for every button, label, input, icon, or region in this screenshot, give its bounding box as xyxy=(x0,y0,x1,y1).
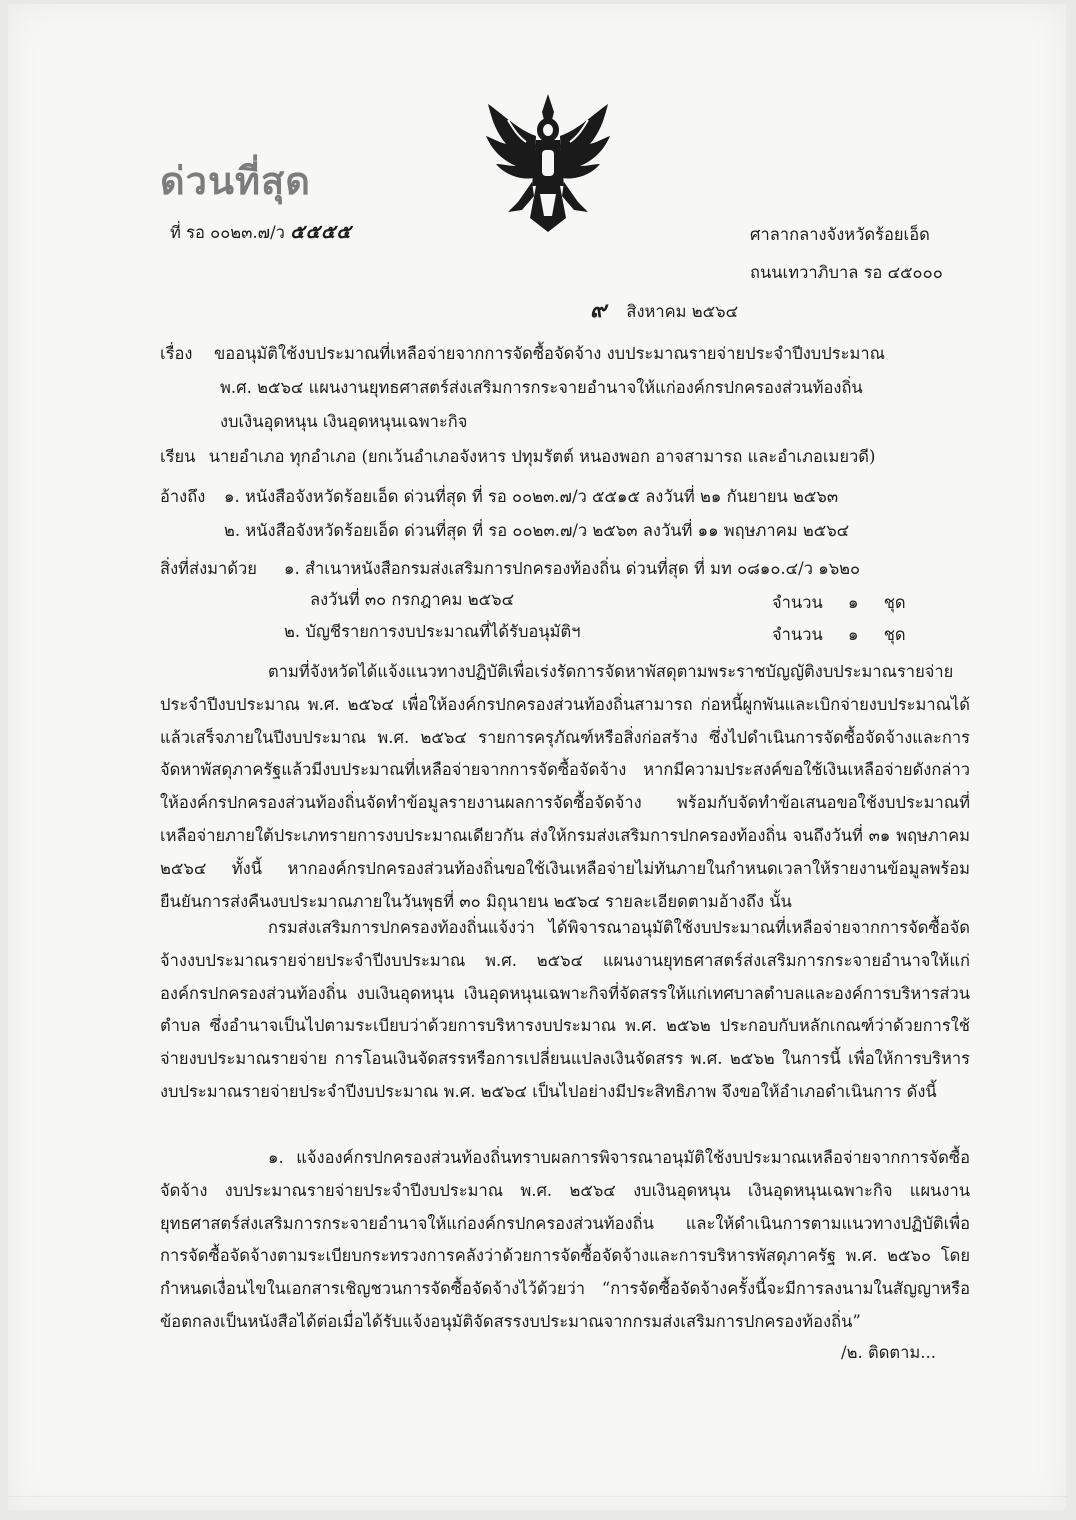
reference-item-2: ๒. หนังสือจังหวัดร้อยเอ็ด ด่วนที่สุด ที่ รอ ๐๐๒๓.๗/ว ๒๕๖๓ ลงวันที่ ๑๑ พฤษภาคม ๒๕๖๔ xyxy=(224,521,850,540)
office-address: ถนนเทวาภิบาล รอ ๔๕๐๐๐ xyxy=(750,263,943,282)
body-paragraph-2-text: กรมส่งเสริมการปกครองท้องถิ่นแจ้งว่า ได้พิจารณาอนุมัติใช้งบประมาณที่เหลือจ่ายจากการจัดซื้อจัดจ้างงบประมาณรายจ่ายประจำปีงบประมาณ พ.ศ. ๒๕๖๔ แผนงานยุทธศาสตร์ส่งเสริมการกระจายอำนาจให้แก่องค์กรปกครองส่วนท้องถิ่น งบเงินอุดหนุน เงินอุดหนุนเฉพาะกิจที่จัดสรรให้แก่เทศบาลตำบลและองค์การบริหารส่วนตำบล ซึ่งอำนาจเป็นไปตามระเบียบว่าด้วยการบริหารงบประมาณ พ.ศ. ๒๕๖๒ ประกอบกับหลักเกณฑ์ว่าด้วยการใช้จ่ายงบประมาณรายจ่าย การโอนเงินจัดสรรหรือการเปลี่ยนแปลงเงินจัดสรร พ.ศ. ๒๕๖๒ ในการนี้ เพื่อให้การบริหารงบประมาณรายจ่ายประจำปีงบประมาณ พ.ศ. ๒๕๖๔ เป็นไปอย่างมีประสิทธิภาพ จึงขอให้อำเภอดำเนินการ ดังนี้ xyxy=(160,918,970,1101)
enclosures-label: สิ่งที่ส่งมาด้วย xyxy=(160,559,257,578)
body-paragraph-2 xyxy=(160,912,970,1109)
subject-line-1: ขออนุมัติใช้งบประมาณที่เหลือจ่ายจากการจัดซื้อจัดจ้าง งบประมาณรายจ่ายประจำปีงบประมาณ xyxy=(214,344,885,363)
document-date xyxy=(590,292,738,327)
garuda-emblem-icon xyxy=(478,90,618,236)
subject-line-2: พ.ศ. ๒๕๖๔ แผนงานยุทธศาสตร์ส่งเสริมการกระจายอำนาจให้แก่องค์กรปกครองส่วนท้องถิ่น xyxy=(220,378,863,397)
enclosure-item-1-quantity: จำนวน ๑ ชุด xyxy=(772,593,906,612)
document-number xyxy=(170,217,352,247)
document-number-handwritten: ๕๕๕๕ xyxy=(290,221,352,243)
continuation-note: /๒. ติดตาม... xyxy=(841,1343,936,1362)
body-paragraph-3 xyxy=(160,1142,970,1339)
subject-block xyxy=(160,341,960,441)
document-page xyxy=(8,4,1066,1510)
subject-label: เรื่อง xyxy=(160,344,193,363)
addressee-text: นายอำเภอ ทุกอำเภอ (ยกเว้นอำเภอจังหาร ปทุมรัตต์ หนองพอก อาจสามารถ และอำเภอเมยวดี) xyxy=(208,447,876,466)
date-day-handwritten: ๙ xyxy=(590,298,608,323)
enclosure-item-2-quantity: จำนวน ๑ ชุด xyxy=(772,625,906,644)
enclosure-item-2: ๒. บัญชีรายการงบประมาณที่ได้รับอนุมัติฯ xyxy=(284,622,581,641)
date-month-year: สิงหาคม ๒๕๖๔ xyxy=(626,302,739,321)
scan-artifact-line xyxy=(8,1496,1066,1497)
document-number-label: ที่ รอ ๐๐๒๓.๗/ว xyxy=(170,223,285,242)
references-block xyxy=(160,484,960,554)
references-label: อ้างถึง xyxy=(160,487,206,506)
enclosure-item-1-line-1: ๑. สำเนาหนังสือกรมส่งเสริมการปกครองท้องถิ่น ด่วนที่สุด ที่ มท ๐๘๑๐.๔/ว ๑๖๒๐ xyxy=(284,559,861,578)
reference-item-1: ๑. หนังสือจังหวัดร้อยเอ็ด ด่วนที่สุด ที่ รอ ๐๐๒๓.๗/ว ๕๕๑๕ ลงวันที่ ๒๑ กันยายน ๒๕๖๓ xyxy=(224,487,839,506)
body-paragraph-1-text: ตามที่จังหวัดได้แจ้งแนวทางปฏิบัติเพื่อเร่งรัดการจัดหาพัสดุตามพระราชบัญญัติงบประมาณรายจ่ายประจำปีงบประมาณ พ.ศ. ๒๕๖๔ เพื่อให้องค์กรปกครองส่วนท้องถิ่นสามารถ ก่อหนี้ผูกพันและเบิกจ่ายงบประมาณได้แล้วเสร็จภายในปีงบประมาณ พ.ศ. ๒๕๖๔ รายการครุภัณฑ์หรือสิ่งก่อสร้าง ซึ่งไปดำเนินการจัดซื้อจัดจ้างและการจัดหาพัสดุภาครัฐแล้วมีงบประมาณที่เหลือจ่ายจากการจัดซื้อจัดจ้าง หากมีความประสงค์ขอใช้เงินเหลือจ่ายดังกล่าว ให้องค์กรปกครองส่วนท้องถิ่นจัดทำข้อมูลรายงานผลการจัดซื้อจัดจ้าง พร้อมกับจัดทำข้อเสนอขอใช้งบประมาณที่เหลือจ่ายภายใต้ประเภทรายการงบประมาณเดียวกัน ส่งให้กรมส่งเสริมการปกครองท้องถิ่น จนถึงวันที่ ๓๑ พฤษภาคม ๒๕๖๔ ทั้งนี้ หากองค์กรปกครองส่วนท้องถิ่นขอใช้เงินเหลือจ่ายไม่ทันภายในกำหนดเวลาให้รายงานข้อมูลพร้อมยืนยันการส่งคืนงบประมาณภายในวันพุธที่ ๓๐ มิถุนายน ๒๕๖๔ รายละเอียดตามอ้างถึง นั้น xyxy=(160,662,970,911)
subject-line-3: งบเงินอุดหนุน เงินอุดหนุนเฉพาะกิจ xyxy=(220,412,468,431)
urgency-stamp: ด่วนที่สุด xyxy=(160,159,311,203)
office-name: ศาลากลางจังหวัดร้อยเอ็ด xyxy=(750,225,930,244)
body-paragraph-1 xyxy=(160,656,970,918)
addressee-label: เรียน xyxy=(160,447,196,466)
body-paragraph-3-text: ๑. แจ้งองค์กรปกครองส่วนท้องถิ่นทราบผลการพิจารณาอนุมัติใช้งบประมาณเหลือจ่ายจากการจัดซื้อจัดจ้าง งบประมาณรายจ่ายประจำปีงบประมาณ พ.ศ. ๒๕๖๔ งบเงินอุดหนุน เงินอุดหนุนเฉพาะกิจ แผนงานยุทธศาสตร์ส่งเสริมการกระจายอำนาจให้แก่องค์กรปกครองส่วนท้องถิ่น และให้ดำเนินการตามแนวทางปฏิบัติเพื่อการจัดซื้อจัดจ้างตามระเบียบกระทรวงการคลังว่าด้วยการจัดซื้อจัดจ้างและการบริหารพัสดุภาครัฐ พ.ศ. ๒๕๖๐ โดยกำหนดเงื่อนไขในเอกสารเชิญชวนการจัดซื้อจัดจ้างไว้ด้วยว่า “การจัดซื้อจัดจ้างครั้งนี้จะมีการลงนามในสัญญาหรือข้อตกลงเป็นหนังสือได้ต่อเมื่อได้รับแจ้งอนุมัติจัดสรรงบประมาณจากกรมส่งเสริมการปกครองท้องถิ่น” xyxy=(160,1148,970,1331)
enclosures-block xyxy=(160,556,930,656)
addressee-block xyxy=(160,444,875,470)
enclosure-item-1-line-2: ลงวันที่ ๓๐ กรกฎาคม ๒๕๖๔ xyxy=(310,590,515,609)
